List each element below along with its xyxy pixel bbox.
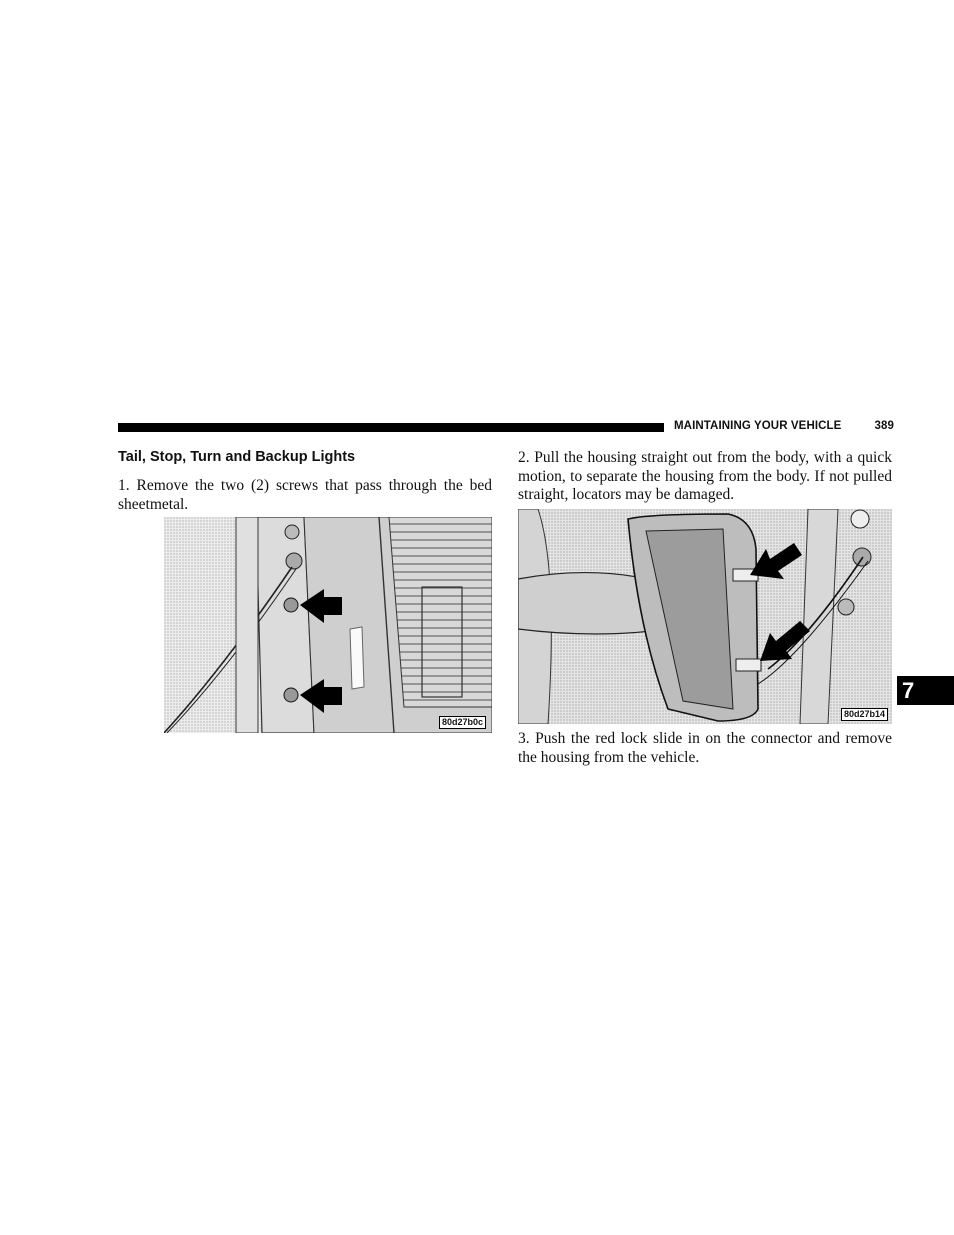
figure-code-label: 80d27b14 xyxy=(841,708,888,721)
step-1-text: 1. Remove the two (2) screws that pass through the bed sheetmetal. xyxy=(118,477,492,513)
section-title: Tail, Stop, Turn and Backup Lights xyxy=(118,449,356,465)
figure-code-label: 80d27b0c xyxy=(439,716,486,729)
chapter-tab: 7 xyxy=(897,676,954,705)
step-2-text: 2. Pull the housing straight out from the body, with a quick motion, to separate the housing from the body. If not pulled straight, locators may be damaged. xyxy=(518,449,892,503)
running-header xyxy=(674,420,894,432)
step-3-text: 3. Push the red lock slide in on the connector and remove the housing from the vehicle. xyxy=(518,730,892,766)
figure-housing-removal xyxy=(518,509,892,724)
housing-removal-illustration xyxy=(518,509,892,724)
figure-screw-removal xyxy=(164,517,492,733)
screw-removal-illustration xyxy=(164,517,492,733)
page-number: 389 xyxy=(874,420,894,432)
header-rule xyxy=(118,423,664,432)
header-section-title: MAINTAINING YOUR VEHICLE xyxy=(674,420,842,432)
